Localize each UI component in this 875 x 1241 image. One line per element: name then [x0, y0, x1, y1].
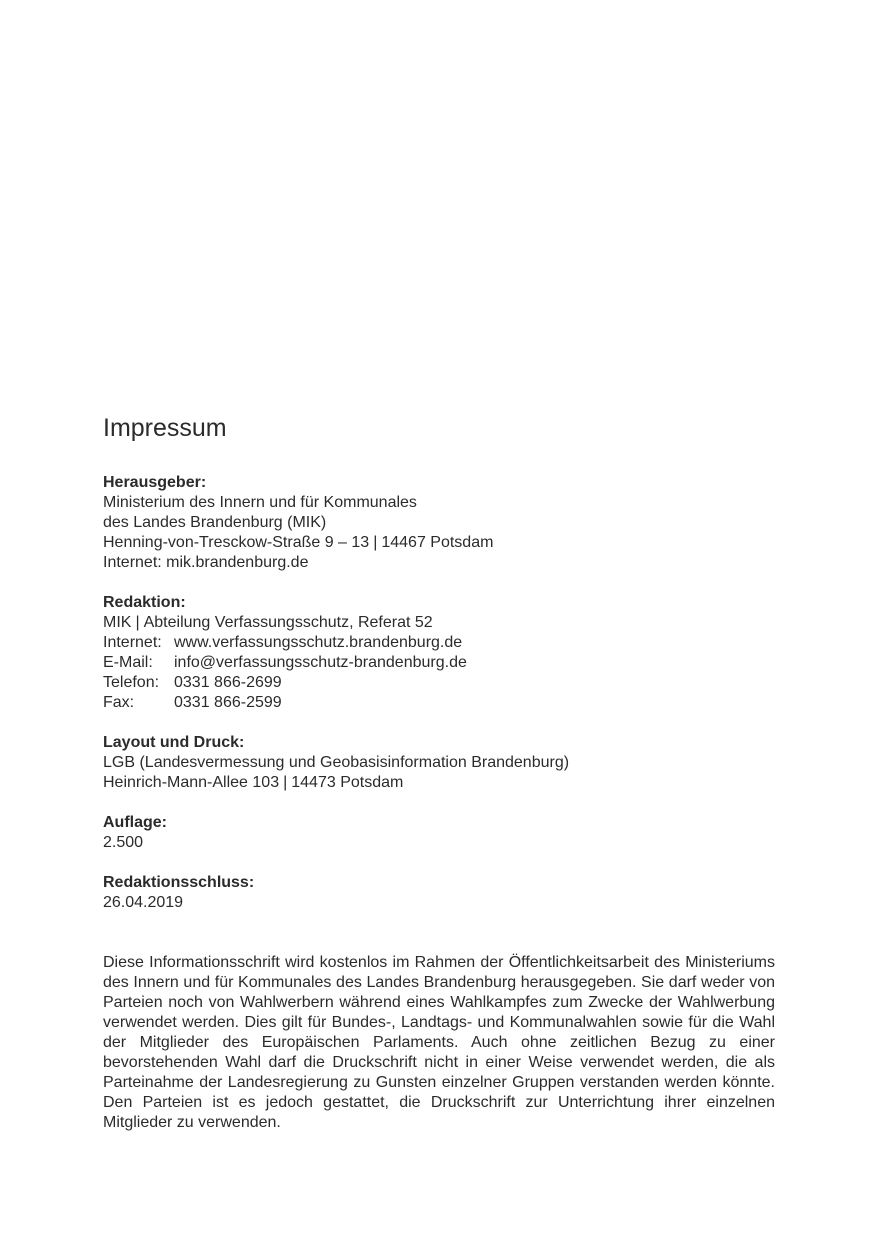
impressum-page: [103, 412, 775, 1149]
edition-heading: Auflage:: [103, 814, 167, 831]
publisher-line-2: des Landes Brandenburg (MIK): [103, 514, 327, 531]
contact-label: Fax:: [103, 694, 135, 711]
layout-print-street: Heinrich-Mann-Allee 103: [103, 774, 280, 791]
publisher-internet: Internet: mik.brandenburg.de: [103, 554, 309, 571]
layout-print-address: [103, 773, 775, 793]
edition-value: 2.500: [103, 834, 144, 851]
usage-notice: Diese Informationsschrift wird kostenlos im Rahmen der Öffentlichkeitsarbeit des Ministeriums des Innern und für Kommunales des Landes Brandenburg herausgegeben. Sie darf weder von Parteien noch von Wahlwerbern während eines Wahlkampfes zum Zwecke der Wahlwerbung verwendet werden. Dies gilt für Bundes-, Landtags- und Kommunalwahlen sowie für die Wahl der Mitglieder des Europäischen Parlaments. Auch ohne zeitlichen Bezug zu einer bevorstehenden Wahl darf die Druckschrift nicht in einer Weise verwendet werden, die als Parteinahme der Landesregierung zu Gunsten einzelner Gruppen verstanden werden könnte. Den Parteien ist es jedoch gestattet, die Druckschrift zur Unterrichtung ihrer einzelnen Mitglieder zu verwenden.: [103, 954, 775, 1131]
contact-internet-row: [103, 633, 775, 653]
publisher-heading: Herausgeber:: [103, 474, 207, 491]
editorial-block: [103, 593, 775, 713]
contact-phone-value: 0331 866-2699: [174, 674, 282, 691]
contact-label: E-Mail:: [103, 654, 153, 671]
publisher-city: 14467 Potsdam: [381, 534, 494, 551]
contact-fax-row: [103, 693, 775, 713]
publisher-street: Henning-von-Tresckow-Straße 9 – 13: [103, 534, 370, 551]
separator: |: [135, 614, 140, 631]
contact-label: Internet:: [103, 634, 162, 651]
layout-print-city: 14473 Potsdam: [291, 774, 404, 791]
contact-internet-value[interactable]: www.verfassungsschutz.brandenburg.de: [174, 634, 463, 651]
deadline-value: 26.04.2019: [103, 894, 184, 911]
layout-print-heading: Layout und Druck:: [103, 734, 245, 751]
page-title: Impressum: [103, 414, 227, 442]
editorial-department: Abteilung Verfassungsschutz, Referat 52: [143, 614, 433, 631]
publisher-address: [103, 533, 775, 553]
edition-block: [103, 813, 775, 853]
contact-phone-row: [103, 673, 775, 693]
deadline-heading: Redaktionsschluss:: [103, 874, 255, 891]
separator: |: [373, 534, 378, 551]
publisher-line-1: Ministerium des Innern und für Kommunales: [103, 494, 417, 511]
contact-label: Telefon:: [103, 674, 160, 691]
contact-email-value[interactable]: info@verfassungsschutz-brandenburg.de: [174, 654, 467, 671]
editorial-org: MIK: [103, 614, 132, 631]
layout-print-org: LGB (Landesvermessung und Geobasisinformation Brandenburg): [103, 754, 570, 771]
deadline-block: [103, 873, 775, 913]
separator: |: [283, 774, 288, 791]
publisher-block: [103, 473, 775, 573]
contact-email-row: [103, 653, 775, 673]
editorial-org-line: [103, 613, 775, 633]
contact-fax-value: 0331 866-2599: [174, 694, 282, 711]
editorial-heading: Redaktion:: [103, 594, 186, 611]
layout-print-block: [103, 733, 775, 793]
